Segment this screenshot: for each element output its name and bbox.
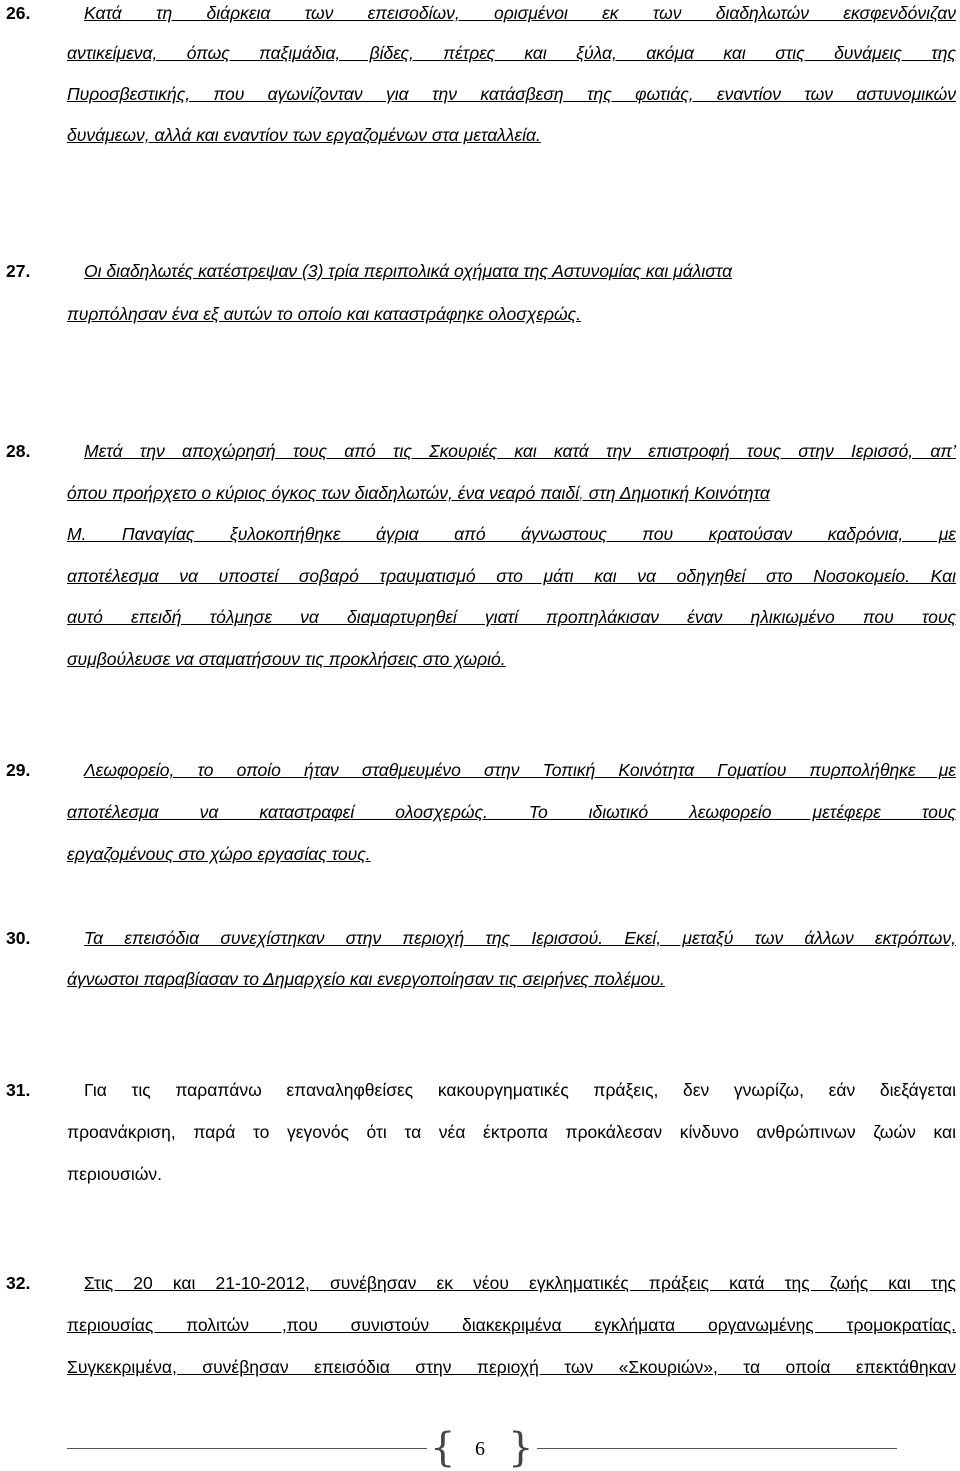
footer-rule-left [67,1448,427,1449]
paragraph-line: περιουσιών. [67,1164,162,1184]
paragraph-line: προανάκριση, παρά το γεγονός ότι τα νέα έκτροπα προκάλεσαν κίνδυνο ανθρώπινων ζωών και [67,1122,956,1142]
paragraph-line: εργαζομένους στο χώρο εργασίας τους. [67,844,371,864]
paragraph-line: δυνάμεων, αλλά και εναντίον των εργαζομένων στα μεταλλεία. [67,125,541,145]
paragraph-line: Κατά τη διάρκεια των επεισοδίων, ορισμένοι εκ των διαδηλωτών εκσφενδόνιζαν [84,3,956,23]
right-brace-icon: } [508,1425,534,1471]
footer-rule-right [537,1448,897,1449]
paragraph-line: περιουσίας πολιτών ,που συνιστούν διακεκριμένα εγκλήματα οργανωμένης τρομοκρατίας. [67,1315,956,1335]
paragraph-number: 28. [6,441,31,461]
paragraph-line: αυτό επειδή τόλμησε να διαμαρτυρηθεί γιατί προπηλάκισαν έναν ηλικιωμένο που τους [67,607,956,627]
paragraph-line-part: όπου προήρχετο ο κύριος όγκος των διαδηλωτών, ένα νεαρό παιδί [67,483,580,503]
paragraph-number: 27. [6,261,31,281]
page-number: 6 [475,1438,485,1460]
paragraph-number: 30. [6,928,31,948]
paragraph-line: Λεωφορείο, το οποίο ήταν σταθμευμένο στην Τοπική Κοινότητα Γοματίου πυρπολήθηκε με [84,760,956,780]
paragraph-number: 29. [6,760,31,780]
paragraph-number: 32. [6,1273,31,1293]
left-brace-icon: { [430,1425,456,1471]
paragraph-line: αποτέλεσμα να καταστραφεί ολοσχερώς. Το ιδιωτικό λεωφορείο μετέφερε τους [67,802,956,822]
paragraph-line: άγνωστοι παραβίασαν το Δημαρχείο και ενεργοποίησαν τις σειρήνες πολέμου. [67,969,665,989]
paragraph-line: πυρπόλησαν ένα εξ αυτών το οποίο και καταστράφηκε ολοσχερώς. [67,304,582,324]
paragraph-line: συμβούλευσε να σταματήσουν τις προκλήσεις στο χωριό. [67,649,506,669]
highlighted-comma: , [579,483,584,503]
paragraph-line: Τα επεισόδια συνεχίστηκαν στην περιοχή της Ιερισσού. Εκεί, μεταξύ των άλλων εκτρόπων, [84,928,956,948]
paragraph-line: Συγκεκριμένα, συνέβησαν επεισόδια στην περιοχή των «Σκουριών», τα οποία επεκτάθηκαν [67,1357,956,1377]
paragraph-line: Μ. Παναγίας ξυλοκοπήθηκε άγρια από άγνωστους που κρατούσαν καδρόνια, με [67,524,956,544]
paragraph-line: Για τις παραπάνω επαναληφθείσες κακουργηματικές πράξεις, δεν γνωρίζω, εάν διεξάγεται [84,1080,956,1100]
paragraph-line: Οι διαδηλωτές κατέστρεψαν (3) τρία περιπολικά οχήματα της Αστυνομίας και μάλιστα [84,261,733,281]
paragraph-line-part: στη Δημοτική Κοινότητα [583,483,770,503]
paragraph-line: Μετά την αποχώρησή τους από τις Σκουριές και κατά την επιστροφή τους στην Ιερισσό, απ’ [84,441,956,461]
paragraph-number: 31. [6,1080,31,1100]
paragraph-line: αποτέλεσμα να υποστεί σοβαρό τραυματισμό στο μάτι και να οδηγηθεί στο Νοσοκομείο. Και [67,566,956,586]
paragraph-line: Πυροσβεστικής, που αγωνίζονταν για την κατάσβεση της φωτιάς, εναντίον των αστυνομικών [67,84,956,104]
paragraph-line: Στις 20 και 21-10-2012, συνέβησαν εκ νέου εγκληματικές πράξεις κατά της ζωής και της [84,1273,956,1293]
paragraph-number: 26. [6,3,31,23]
paragraph-line [67,478,956,508]
paragraph-line: αντικείμενα, όπως παξιμάδια, βίδες, πέτρες και ξύλα, ακόμα και στις δυνάμεις της [67,43,956,63]
